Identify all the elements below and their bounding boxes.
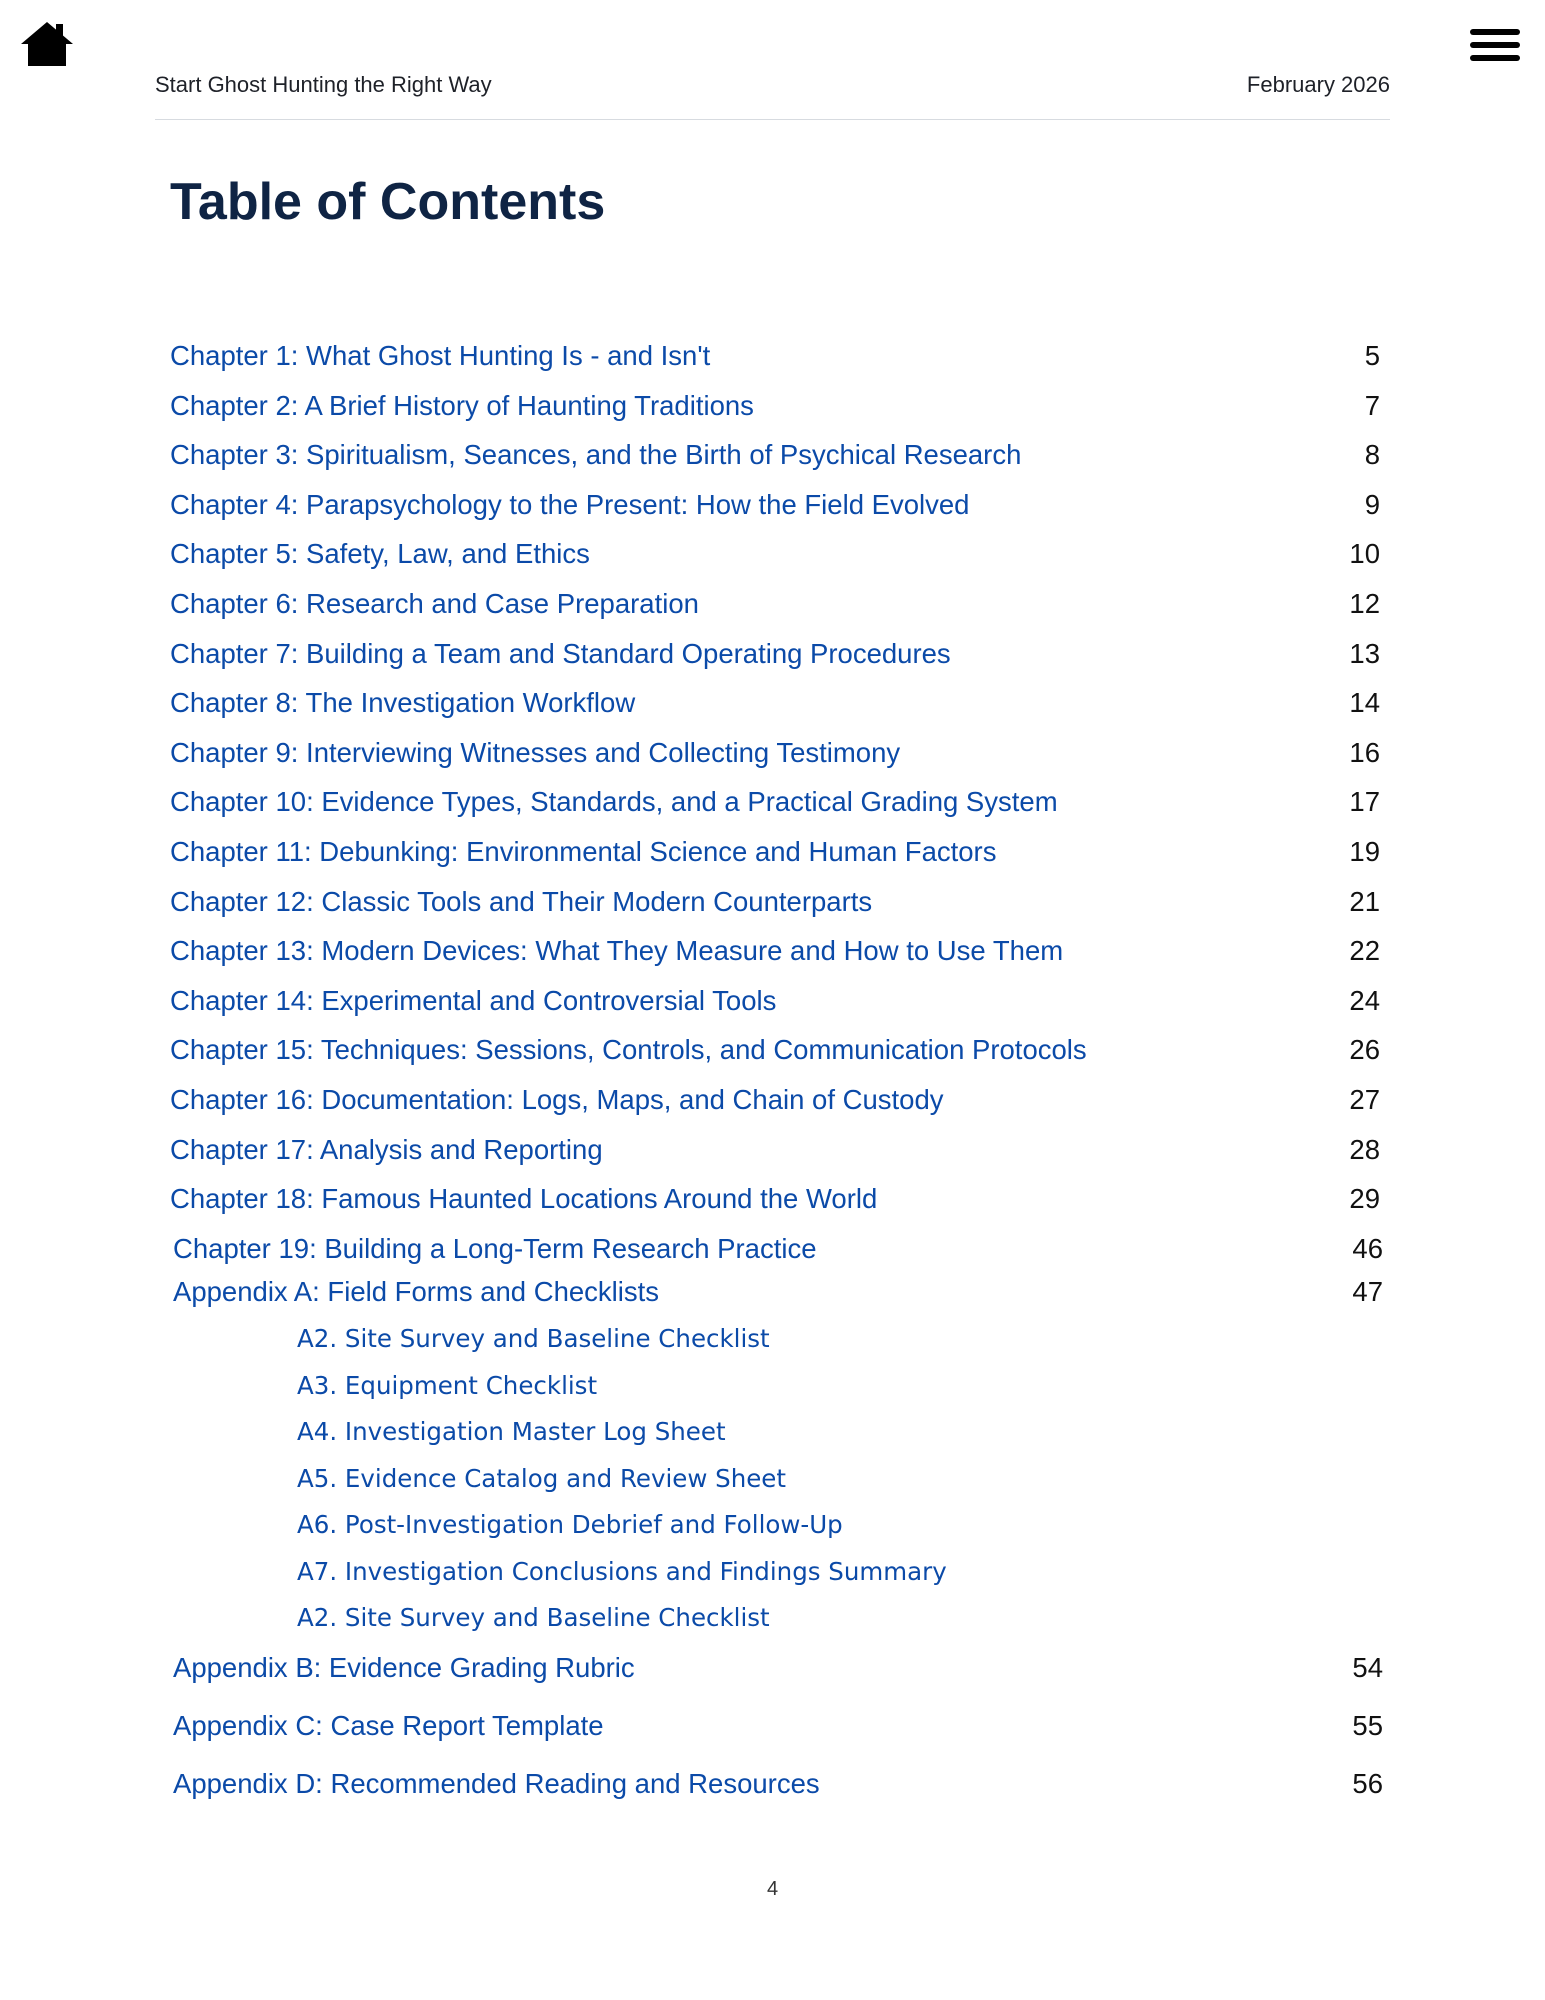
toc-entry-chapter-5-page-number: 10 — [1349, 538, 1380, 569]
toc-entry-chapter-8-link[interactable]: Chapter 8: The Investigation Workflow — [170, 687, 636, 718]
toc-entry-chapter-18-page-number: 29 — [1349, 1183, 1380, 1214]
toc-entry-chapter-1[interactable] — [170, 336, 1380, 376]
toc-entry-appendix-c[interactable] — [173, 1706, 1383, 1746]
toc-entry-chapter-9[interactable] — [170, 733, 1380, 773]
toc-entry-chapter-9-page-number: 16 — [1349, 737, 1380, 768]
toc-entry-appendix-b-link[interactable]: Appendix B: Evidence Grading Rubric — [173, 1652, 635, 1683]
running-header-date: February 2026 — [1246, 72, 1390, 97]
toc-entry-chapter-19[interactable] — [173, 1229, 1383, 1269]
toc-entry-chapter-7-link[interactable]: Chapter 7: Building a Team and Standard Operating Procedures — [170, 638, 951, 669]
toc-entry-chapter-18-link[interactable]: Chapter 18: Famous Haunted Locations Around the World — [170, 1183, 878, 1214]
toc-entry-chapter-13[interactable] — [170, 931, 1380, 971]
toc-entry-chapter-12[interactable] — [170, 882, 1380, 922]
toc-entry-chapter-16[interactable] — [170, 1080, 1380, 1120]
toc-entry-chapter-15-link[interactable]: Chapter 15: Techniques: Sessions, Controls, and Communication Protocols — [170, 1034, 1087, 1065]
running-header-title: Start Ghost Hunting the Right Way — [155, 72, 492, 97]
toc-entry-chapter-4-link[interactable]: Chapter 4: Parapsychology to the Present: How the Field Evolved — [170, 489, 970, 520]
toc-entry-appendix-a-link[interactable]: Appendix A: Field Forms and Checklists — [173, 1276, 660, 1307]
toc-entry-appendix-b-page-number: 54 — [1352, 1652, 1383, 1683]
toc-entry-appendix-b[interactable] — [173, 1648, 1383, 1688]
toc-entry-chapter-11-page-number: 19 — [1349, 836, 1380, 867]
toc-entry-chapter-14-link[interactable]: Chapter 14: Experimental and Controversial Tools — [170, 985, 777, 1016]
toc-entry-chapter-13-link[interactable]: Chapter 13: Modern Devices: What They Measure and How to Use Them — [170, 935, 1064, 966]
toc-entry-chapter-6[interactable] — [170, 584, 1380, 624]
toc-entry-chapter-5-link[interactable]: Chapter 5: Safety, Law, and Ethics — [170, 538, 590, 569]
toc-entry-chapter-7-page-number: 13 — [1349, 638, 1380, 669]
toc-entry-appendix-a[interactable] — [173, 1272, 1383, 1312]
toc-entry-chapter-15-page-number: 26 — [1349, 1034, 1380, 1065]
toc-entry-chapter-4-page-number: 9 — [1364, 489, 1380, 520]
toc-entry-chapter-2-link[interactable]: Chapter 2: A Brief History of Haunting Traditions — [170, 390, 754, 421]
toc-entry-chapter-4[interactable] — [170, 485, 1380, 525]
toc-entry-chapter-14[interactable] — [170, 981, 1380, 1021]
toc-entry-chapter-10-link[interactable]: Chapter 10: Evidence Types, Standards, and a Practical Grading System — [170, 786, 1058, 817]
toc-entry-chapter-17-link[interactable]: Chapter 17: Analysis and Reporting — [170, 1134, 603, 1165]
toc-entry-chapter-3[interactable] — [170, 435, 1380, 475]
toc-entry-chapter-16-page-number: 27 — [1349, 1084, 1380, 1115]
toc-subentry-appendix-a-3[interactable]: A4. Investigation Master Log Sheet — [297, 1417, 726, 1446]
toc-subentry-appendix-a-5[interactable]: A6. Post-Investigation Debrief and Follow-Up — [297, 1510, 843, 1539]
toc-entry-appendix-d-link[interactable]: Appendix D: Recommended Reading and Resources — [173, 1768, 820, 1799]
toc-entry-chapter-16-link[interactable]: Chapter 16: Documentation: Logs, Maps, and Chain of Custody — [170, 1084, 944, 1115]
toc-entry-chapter-10-page-number: 17 — [1349, 786, 1380, 817]
toc-entry-chapter-2[interactable] — [170, 386, 1380, 426]
toc-entry-chapter-11-link[interactable]: Chapter 11: Debunking: Environmental Science and Human Factors — [170, 836, 997, 867]
toc-entry-chapter-11[interactable] — [170, 832, 1380, 872]
toc-entry-chapter-17[interactable] — [170, 1130, 1380, 1170]
toc-entry-chapter-6-page-number: 12 — [1349, 588, 1380, 619]
toc-entry-appendix-c-link[interactable]: Appendix C: Case Report Template — [173, 1710, 604, 1741]
toc-entry-chapter-7[interactable] — [170, 634, 1380, 674]
toc-entry-chapter-19-page-number: 46 — [1352, 1233, 1383, 1264]
toc-entry-chapter-14-page-number: 24 — [1349, 985, 1380, 1016]
toc-entry-appendix-d[interactable] — [173, 1764, 1383, 1804]
toc-entry-chapter-10[interactable] — [170, 782, 1380, 822]
toc-entry-chapter-1-page-number: 5 — [1364, 340, 1380, 371]
toc-entry-appendix-d-page-number: 56 — [1352, 1768, 1383, 1799]
toc-subentry-appendix-a-7[interactable]: A2. Site Survey and Baseline Checklist — [297, 1603, 770, 1632]
toc-subentry-appendix-a-1[interactable]: A2. Site Survey and Baseline Checklist — [297, 1324, 770, 1353]
toc-entry-chapter-3-page-number: 8 — [1364, 439, 1380, 470]
toc-entry-chapter-9-link[interactable]: Chapter 9: Interviewing Witnesses and Collecting Testimony — [170, 737, 901, 768]
page-title: Table of Contents — [170, 173, 606, 231]
toc-subentry-appendix-a-4[interactable]: A5. Evidence Catalog and Review Sheet — [297, 1463, 786, 1493]
toc-entry-chapter-3-link[interactable]: Chapter 3: Spiritualism, Seances, and the Birth of Psychical Research — [170, 439, 1022, 470]
toc-entry-chapter-15[interactable] — [170, 1030, 1380, 1070]
toc-entry-chapter-8-page-number: 14 — [1349, 687, 1380, 718]
toc-entry-appendix-a-page-number: 47 — [1352, 1276, 1383, 1307]
toc-entry-chapter-6-link[interactable]: Chapter 6: Research and Case Preparation — [170, 588, 699, 619]
toc-entry-chapter-8[interactable] — [170, 683, 1380, 723]
toc-entry-chapter-17-page-number: 28 — [1349, 1134, 1380, 1165]
page-number: 4 — [766, 1878, 779, 1900]
toc-subentry-appendix-a-2[interactable]: A3. Equipment Checklist — [297, 1370, 598, 1400]
toc-subentry-appendix-a-6[interactable]: A7. Investigation Conclusions and Findings Summary — [297, 1556, 947, 1586]
toc-entry-chapter-13-page-number: 22 — [1349, 935, 1380, 966]
toc-entry-chapter-1-link[interactable]: Chapter 1: What Ghost Hunting Is - and Isn't — [170, 340, 711, 371]
toc-entry-chapter-18[interactable] — [170, 1179, 1380, 1219]
toc-entry-chapter-19-link[interactable]: Chapter 19: Building a Long-Term Research Practice — [173, 1233, 817, 1264]
toc-entry-chapter-12-link[interactable]: Chapter 12: Classic Tools and Their Modern Counterparts — [170, 886, 873, 917]
toc-entry-chapter-5[interactable] — [170, 534, 1380, 574]
toc-entry-chapter-12-page-number: 21 — [1349, 886, 1380, 917]
toc-entry-appendix-c-page-number: 55 — [1352, 1710, 1383, 1741]
toc-entry-chapter-2-page-number: 7 — [1364, 390, 1380, 421]
